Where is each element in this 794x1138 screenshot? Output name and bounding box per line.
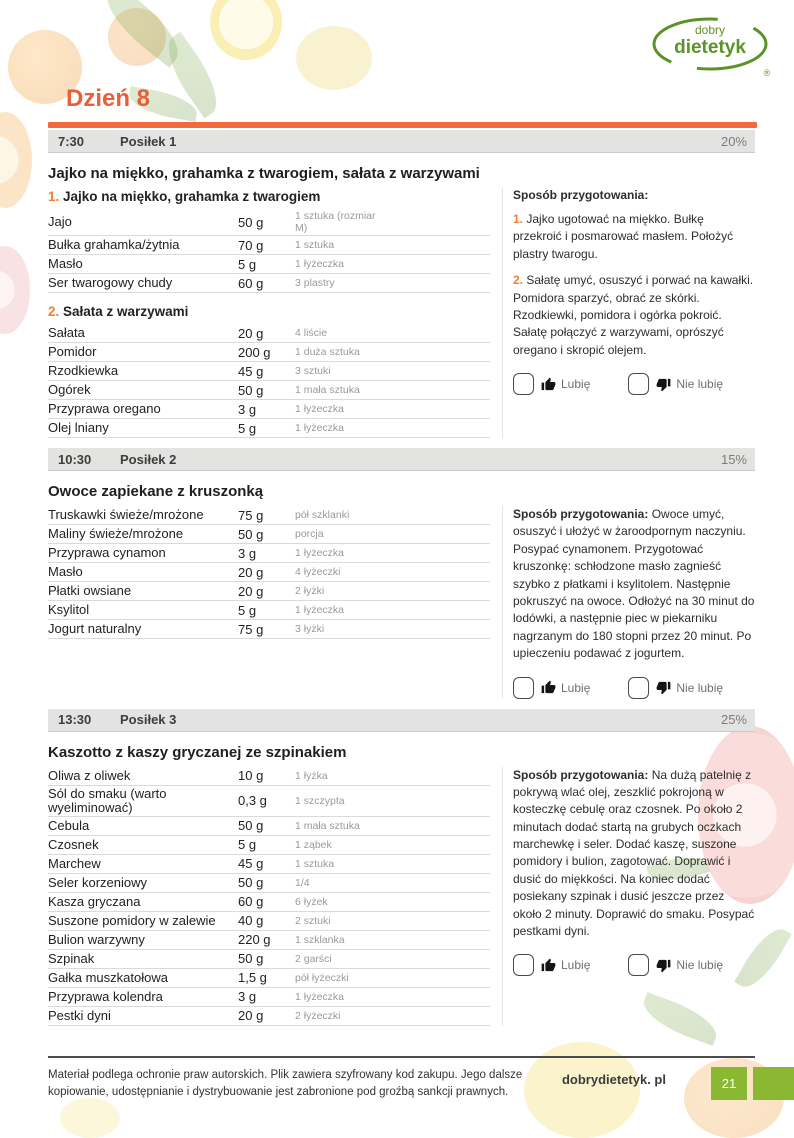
ingredient-amount: 3 g xyxy=(238,545,257,561)
ingredient-amount: 20 g xyxy=(238,564,264,580)
ingredient-amount: 220 g xyxy=(238,932,271,948)
ingredient-note: 1/4 xyxy=(295,876,310,889)
ingredient-note: 3 plastry xyxy=(295,277,335,289)
ingredient-row xyxy=(48,620,490,639)
ingredient-note: 4 liście xyxy=(295,327,328,339)
meal-title: Kaszotto z kaszy gryczanej ze szpinakiem xyxy=(48,743,347,761)
meal-header xyxy=(48,130,755,153)
ingredient-name: Marchew xyxy=(48,855,101,871)
preparation-text xyxy=(513,767,755,941)
ingredient-name: Oliwa z oliwek xyxy=(48,767,131,783)
ingredient-amount: 50 g xyxy=(238,951,264,967)
ingredient-name: Sałata xyxy=(48,325,85,340)
ingredient-row xyxy=(48,817,490,836)
ingredient-name: Kasza gryczana xyxy=(48,893,141,909)
meal-header xyxy=(48,709,755,732)
ingredient-amount: 40 g xyxy=(238,913,264,929)
ingredient-amount: 3 g xyxy=(238,989,257,1005)
like-label: Lubię xyxy=(561,377,591,392)
subsection-title: Jajko na miękko, grahamka z twarogiem xyxy=(63,189,321,204)
ingredient-note: 6 łyżek xyxy=(295,895,328,908)
meal-title: Owoce zapiekane z kruszonką xyxy=(48,483,264,500)
dislike-checkbox[interactable] xyxy=(628,677,649,699)
ingredient-row xyxy=(48,274,490,293)
ingredient-name: Ksylitol xyxy=(48,602,90,617)
ingredient-amount: 45 g xyxy=(238,856,264,872)
ingredient-row xyxy=(48,1007,490,1026)
ingredients-column xyxy=(48,188,490,438)
logo-text-bottom: dietetyk xyxy=(674,37,746,58)
ingredient-name: Jajo xyxy=(48,214,72,229)
ingredient-name: Suszone pomidory w zalewie xyxy=(48,912,216,928)
site-url: dobrydietetyk. pl xyxy=(561,1072,666,1087)
ingredient-note: 1 sztuka xyxy=(295,239,335,251)
ingredient-note: pół łyżeczki xyxy=(295,971,349,984)
ingredient-name: Seler korzeniowy xyxy=(48,874,147,890)
ingredient-amount: 75 g xyxy=(238,507,264,523)
brand-logo xyxy=(650,12,774,87)
like-checkbox[interactable] xyxy=(513,677,534,699)
ingredient-row xyxy=(48,236,490,255)
ingredient-note: 1 łyżeczka xyxy=(295,604,345,616)
preparation-label: Sposób przygotowania: xyxy=(513,188,649,202)
dislike-group[interactable] xyxy=(628,373,723,395)
ingredient-amount: 50 g xyxy=(238,875,264,891)
ingredient-name: Masło xyxy=(48,256,83,271)
ingredient-note: 1 łyżeczka xyxy=(295,422,345,434)
ingredient-name: Pestki dyni xyxy=(48,1007,111,1023)
step-text: Sałatę umyć, osuszyć i porwać na kawałki. Pomidora sparzyć, obrać ze skórki. Rzodkiewki, pomidora i ogórka pokroić. Sałatę połączyć z warzywami, oprószyć oregano i skropić olejem. xyxy=(513,273,754,357)
ingredient-row xyxy=(48,931,490,950)
ingredient-amount: 20 g xyxy=(238,583,264,599)
registered-mark: ® xyxy=(763,68,771,78)
ingredient-row xyxy=(48,582,490,601)
ingredient-amount: 50 g xyxy=(238,214,264,230)
ingredient-name: Jogurt naturalny xyxy=(48,621,142,636)
ingredient-note: 1 łyżeczka xyxy=(295,547,345,559)
meal-title: Jajko na miękko, grahamka z twarogiem, sałata z warzywami xyxy=(48,165,480,182)
ingredient-amount: 3 g xyxy=(238,401,257,417)
ingredient-note: 1 łyżeczka xyxy=(295,258,345,270)
ingredient-note: 1 ząbek xyxy=(295,838,332,851)
ingredient-note: 1 łyżka xyxy=(295,769,328,782)
thumb-down-icon xyxy=(656,377,671,392)
logo-swoosh-icon xyxy=(650,12,774,82)
ingredient-note: 2 garści xyxy=(295,952,332,965)
ingredient-note: 1 mała sztuka xyxy=(295,819,360,832)
ingredient-row xyxy=(48,786,490,817)
subsection-heading xyxy=(48,303,490,321)
ingredient-name: Przyprawa kolendra xyxy=(48,988,163,1004)
thumb-down-icon xyxy=(656,680,671,695)
ingredient-amount: 5 g xyxy=(238,602,257,618)
ingredient-amount: 200 g xyxy=(238,344,271,360)
ingredient-amount: 20 g xyxy=(238,325,264,341)
ingredient-amount: 70 g xyxy=(238,237,264,253)
ingredient-row xyxy=(48,836,490,855)
ingredient-row xyxy=(48,912,490,931)
dislike-group[interactable] xyxy=(628,677,723,699)
dislike-label: Nie lubię xyxy=(676,958,724,973)
ingredient-name: Sól do smaku (warto wyeliminować) xyxy=(48,785,167,815)
dislike-checkbox[interactable] xyxy=(628,954,649,976)
ingredient-row xyxy=(48,874,490,893)
preparation-column xyxy=(502,188,755,438)
ingredient-note: 2 łyżki xyxy=(295,585,325,597)
dislike-label: Nie lubię xyxy=(676,377,724,392)
like-group[interactable] xyxy=(513,373,590,395)
ingredient-name: Przyprawa oregano xyxy=(48,401,161,416)
ingredient-row xyxy=(48,950,490,969)
subsection-title: Sałata z warzywami xyxy=(63,304,189,319)
ingredient-note: 1 duża sztuka xyxy=(295,346,360,358)
ingredient-row xyxy=(48,209,490,236)
meal-percent: 20% xyxy=(720,133,747,149)
ingredient-amount: 50 g xyxy=(238,382,264,398)
dislike-checkbox[interactable] xyxy=(628,373,649,395)
meal-name: Posiłek 1 xyxy=(120,133,177,149)
meal-time: 10:30 xyxy=(58,451,92,467)
ingredient-note: 3 sztuki xyxy=(295,365,331,377)
ingredient-name: Gałka muszkatołowa xyxy=(48,969,168,985)
ingredient-note: 1 szklanka xyxy=(295,933,345,946)
ingredient-amount: 50 g xyxy=(238,526,264,542)
ingredient-row xyxy=(48,343,490,362)
thumb-down-icon xyxy=(656,958,671,973)
ingredient-name: Cebula xyxy=(48,817,90,833)
ingredient-name: Pomidor xyxy=(48,344,97,359)
like-checkbox[interactable] xyxy=(513,954,534,976)
vote-row xyxy=(513,373,755,395)
meal-percent: 25% xyxy=(720,712,747,728)
ingredient-name: Płatki owsiane xyxy=(48,583,132,598)
meal-percent: 15% xyxy=(720,451,747,467)
ingredient-row xyxy=(48,563,490,582)
ingredient-note: 1 mała sztuka xyxy=(295,384,360,396)
ingredient-amount: 5 g xyxy=(238,420,257,436)
ingredient-row xyxy=(48,601,490,620)
ingredient-name: Ogórek xyxy=(48,382,91,397)
ingredient-name: Czosnek xyxy=(48,836,99,852)
meal-time: 13:30 xyxy=(58,712,92,728)
ingredient-name: Rzodkiewka xyxy=(48,363,119,378)
ingredient-row xyxy=(48,381,490,400)
ingredient-table xyxy=(48,209,490,293)
ingredient-note: 1 łyżeczka xyxy=(295,990,345,1003)
preparation-text xyxy=(513,506,755,663)
lemon-fruit-decor xyxy=(60,1098,120,1138)
ingredients-column xyxy=(48,506,490,699)
ingredient-note: 2 sztuki xyxy=(295,914,331,927)
ingredient-name: Ser twarogowy chudy xyxy=(48,275,173,290)
preparation-column xyxy=(502,506,755,699)
ingredient-amount: 75 g xyxy=(238,621,264,637)
preparation-column xyxy=(502,767,755,1026)
ingredient-note: 3 łyżki xyxy=(295,623,325,635)
ingredient-name: Szpinak xyxy=(48,950,95,966)
meal-name: Posiłek 3 xyxy=(120,712,177,728)
like-checkbox[interactable] xyxy=(513,373,534,395)
ingredient-note: pół szklanki xyxy=(295,509,350,521)
ingredient-row xyxy=(48,255,490,274)
preparation-body: Na dużą patelnię z pokrywą wlać olej, zeszklić pokrojoną w kosteczkę cebulę oraz czosnek. Po około 2 minutach dodać startą na grubych oczkach marchewkę i seler. Dodać kaszę, suszone pomidory i bulion, zagotować. Doprawić i dusić do miękkości. Na koniec dodać posiekany szpinak i dusić jeszcze przez około 2 minuty. Doprawić do smaku. Posypać pestkami dyni. xyxy=(513,767,755,939)
ingredient-amount: 10 g xyxy=(238,768,264,784)
ingredient-name: Masło xyxy=(48,564,83,579)
meal-header xyxy=(48,448,755,471)
like-group[interactable] xyxy=(513,677,590,699)
ingredient-row xyxy=(48,400,490,419)
footer-green-strip xyxy=(753,1067,794,1100)
meal-section-1 xyxy=(48,130,755,438)
preparation-label: Sposób przygotowania: xyxy=(513,767,649,782)
like-label: Lubię xyxy=(561,680,591,695)
ingredient-note: 1 łyżeczka xyxy=(295,403,345,415)
step-number: 1. xyxy=(513,212,524,226)
ingredient-row xyxy=(48,969,490,988)
ingredient-amount: 60 g xyxy=(238,275,264,291)
ingredient-note: 1 sztuka xyxy=(295,857,335,870)
ingredient-table xyxy=(48,767,490,1026)
thumb-up-icon xyxy=(541,958,556,973)
preparation-label: Sposób przygotowania: xyxy=(513,507,649,521)
vote-row xyxy=(513,677,755,699)
meal-section-3 xyxy=(48,709,755,1026)
ingredient-note: 4 łyżeczki xyxy=(295,566,341,578)
ingredient-row xyxy=(48,855,490,874)
ingredient-note: 1 sztuka (rozmiar M) xyxy=(295,210,376,234)
meal-name: Posiłek 2 xyxy=(120,451,177,467)
ingredient-note: 1 szczypta xyxy=(295,794,345,807)
ingredient-name: Olej lniany xyxy=(48,420,109,435)
vote-row xyxy=(513,954,755,976)
ingredient-row xyxy=(48,419,490,438)
ingredient-row xyxy=(48,988,490,1007)
thumb-up-icon xyxy=(541,377,556,392)
ingredient-note: porcja xyxy=(295,528,324,540)
thumb-up-icon xyxy=(541,680,556,695)
logo-text-top: dobry xyxy=(694,23,726,37)
subsection-heading xyxy=(48,188,490,206)
copyright-text: Materiał podlega ochronie praw autorskich. Plik zawiera szyfrowany kod zakupu. Jego dalsze kopiowanie, udostępnianie i dystrybuowanie jest zabronione pod groźbą sankcji prawnych. xyxy=(48,1069,523,1099)
meal-time: 7:30 xyxy=(58,133,85,149)
dislike-label: Nie lubię xyxy=(676,680,724,695)
like-group[interactable] xyxy=(513,954,590,976)
page-footer xyxy=(48,1056,794,1102)
ingredient-row xyxy=(48,324,490,343)
preparation-step xyxy=(513,272,755,359)
ingredient-name: Bulion warzywny xyxy=(48,931,145,947)
preparation-body: Owoce umyć, osuszyć i ułożyć w żaroodpornym naczyniu. Posypać cynamonem. Przygotować kruszonkę: schłodzone masło zagnieść szybko z płatkami i ksylitolem. Następnie pokruszyć na owoce. Odłożyć na 30 minut do lodówki, a następnie piec w piekarniku nagrzanym do 180 stopni przez 20 minut. Po upieczeniu podawać z jogurtem. xyxy=(513,507,755,661)
ingredient-name: Przyprawa cynamon xyxy=(48,545,166,560)
ingredient-table xyxy=(48,506,490,639)
ingredient-table xyxy=(48,324,490,438)
subsection-number: 2. xyxy=(48,304,60,319)
ingredient-amount: 1,5 g xyxy=(238,970,267,986)
ingredients-column xyxy=(48,767,490,1026)
ingredient-amount: 5 g xyxy=(238,256,257,272)
ingredient-row xyxy=(48,525,490,544)
page-title: Dzień 8 xyxy=(66,85,151,112)
ingredient-row xyxy=(48,767,490,786)
ingredient-name: Bułka grahamka/żytnia xyxy=(48,237,180,252)
step-number: 2. xyxy=(513,273,524,288)
meal-section-2 xyxy=(48,448,755,699)
ingredient-row xyxy=(48,893,490,912)
page-number-badge: 21 xyxy=(711,1067,747,1100)
ingredient-amount: 5 g xyxy=(238,837,257,853)
preparation-step xyxy=(513,211,755,263)
ingredient-amount: 20 g xyxy=(238,1008,264,1024)
accent-bar xyxy=(48,122,757,128)
ingredient-note: 2 łyżeczki xyxy=(295,1009,341,1022)
ingredient-row xyxy=(48,506,490,525)
like-label: Lubię xyxy=(561,958,591,973)
ingredient-amount: 50 g xyxy=(238,818,264,834)
step-text: Jajko ugotować na miękko. Bułkę przekroić i posmarować masłem. Położyć plastry twarogu. xyxy=(513,212,734,261)
footer-divider xyxy=(48,1056,755,1058)
ingredient-name: Truskawki świeże/mrożone xyxy=(48,507,204,522)
ingredient-amount: 0,3 g xyxy=(238,793,267,809)
dislike-group[interactable] xyxy=(628,954,723,976)
ingredient-amount: 60 g xyxy=(238,894,264,910)
ingredient-amount: 45 g xyxy=(238,363,264,379)
ingredient-name: Maliny świeże/mrożone xyxy=(48,526,184,541)
ingredient-row xyxy=(48,362,490,381)
ingredient-row xyxy=(48,544,490,563)
subsection-number: 1. xyxy=(48,189,60,204)
